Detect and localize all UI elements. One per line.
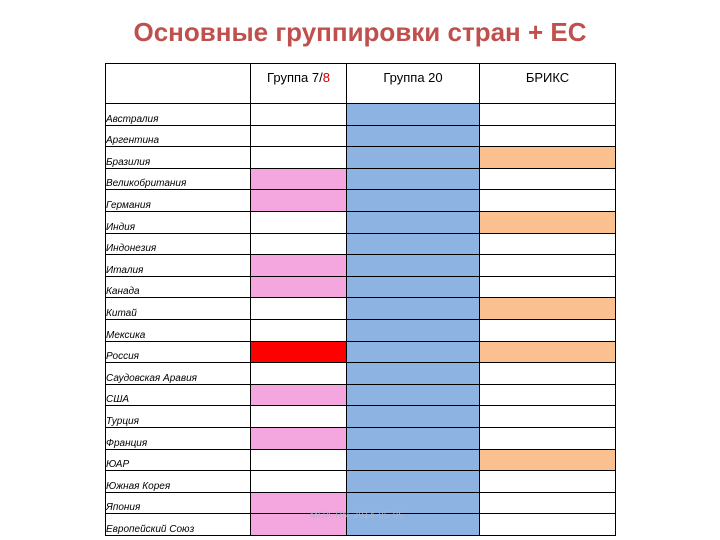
header-g20: Группа 20: [347, 64, 480, 104]
table-row: [106, 104, 616, 126]
brics-cell: [480, 514, 616, 536]
country-name: Китай: [106, 298, 251, 320]
table-row: [106, 341, 616, 363]
brics-cell: [480, 125, 616, 147]
brics-cell: [480, 406, 616, 428]
g7-cell: [251, 190, 347, 212]
country-name: Саудовская Аравия: [106, 363, 251, 385]
g7-cell: [251, 449, 347, 471]
brics-cell: [480, 190, 616, 212]
country-name: Япония: [106, 492, 251, 514]
brics-cell: [480, 471, 616, 493]
table-header-row: [106, 64, 616, 104]
g20-cell: [347, 384, 480, 406]
g20-cell: [347, 363, 480, 385]
table-row: [106, 363, 616, 385]
brics-cell: [480, 363, 616, 385]
brics-cell: [480, 341, 616, 363]
country-name: Великобритания: [106, 168, 251, 190]
brics-cell: [480, 492, 616, 514]
g20-cell: [347, 190, 480, 212]
g20-cell: [347, 276, 480, 298]
country-name: ЮАР: [106, 449, 251, 471]
header-country-blank: [106, 64, 251, 104]
header-brics: БРИКС: [480, 64, 616, 104]
g20-cell: [347, 168, 480, 190]
country-name: США: [106, 384, 251, 406]
g20-cell: [347, 427, 480, 449]
g7-cell: [251, 406, 347, 428]
header-g7: [251, 64, 347, 104]
g20-cell: [347, 104, 480, 126]
country-name: Индия: [106, 211, 251, 233]
table-row: [106, 449, 616, 471]
g20-cell: [347, 255, 480, 277]
g20-cell: [347, 298, 480, 320]
country-name: Бразилия: [106, 147, 251, 169]
page-title: Основные группировки стран + ЕС: [133, 17, 587, 47]
table-row: [106, 233, 616, 255]
g7-cell: [251, 233, 347, 255]
header-g7-prefix: Группа 7/: [267, 70, 323, 85]
g20-cell: [347, 406, 480, 428]
g20-cell: [347, 125, 480, 147]
g20-cell: [347, 233, 480, 255]
country-groups-table: [105, 63, 616, 536]
brics-cell: [480, 427, 616, 449]
g7-cell: [251, 276, 347, 298]
country-name: Франция: [106, 427, 251, 449]
brics-cell: [480, 319, 616, 341]
g7-cell: [251, 147, 347, 169]
table-row: [106, 125, 616, 147]
country-name: Индонезия: [106, 233, 251, 255]
g7-cell: [251, 363, 347, 385]
g20-cell: [347, 471, 480, 493]
table-row: [106, 147, 616, 169]
g7-cell: [251, 341, 347, 363]
country-name: Европейский Союз: [106, 514, 251, 536]
table-body: [106, 104, 616, 536]
brics-cell: [480, 384, 616, 406]
table-row: [106, 319, 616, 341]
g7-cell: [251, 255, 347, 277]
table-row: [106, 471, 616, 493]
g20-cell: [347, 211, 480, 233]
country-name: Южная Корея: [106, 471, 251, 493]
table-row: [106, 211, 616, 233]
brics-cell: [480, 449, 616, 471]
g7-cell: [251, 427, 347, 449]
g7-cell: [251, 125, 347, 147]
brics-cell: [480, 233, 616, 255]
table-row: [106, 276, 616, 298]
table-row: [106, 255, 616, 277]
brics-cell: [480, 298, 616, 320]
country-name: Австралия: [106, 104, 251, 126]
brics-cell: [480, 104, 616, 126]
g20-cell: [347, 341, 480, 363]
header-g8-suffix: 8: [322, 70, 330, 85]
brics-cell: [480, 276, 616, 298]
country-name: Турция: [106, 406, 251, 428]
g7-cell: [251, 384, 347, 406]
g7-cell: [251, 104, 347, 126]
g20-cell: [347, 147, 480, 169]
brics-cell: [480, 168, 616, 190]
g20-cell: [347, 449, 480, 471]
table-row: [106, 427, 616, 449]
table-row: [106, 384, 616, 406]
brics-cell: [480, 147, 616, 169]
footer-watermark: MOA-RN-2014-05-05: [310, 510, 405, 520]
table-row: [106, 406, 616, 428]
country-name: Мексика: [106, 319, 251, 341]
country-name: Аргентина: [106, 125, 251, 147]
g7-cell: [251, 471, 347, 493]
table-row: [106, 168, 616, 190]
g7-cell: [251, 168, 347, 190]
country-name: Россия: [106, 341, 251, 363]
g7-cell: [251, 319, 347, 341]
country-name: Германия: [106, 190, 251, 212]
table-row: [106, 298, 616, 320]
country-name: Италия: [106, 255, 251, 277]
g7-cell: [251, 298, 347, 320]
brics-cell: [480, 255, 616, 277]
country-name: Канада: [106, 276, 251, 298]
brics-cell: [480, 211, 616, 233]
table-row: [106, 190, 616, 212]
g7-cell: [251, 211, 347, 233]
g20-cell: [347, 319, 480, 341]
